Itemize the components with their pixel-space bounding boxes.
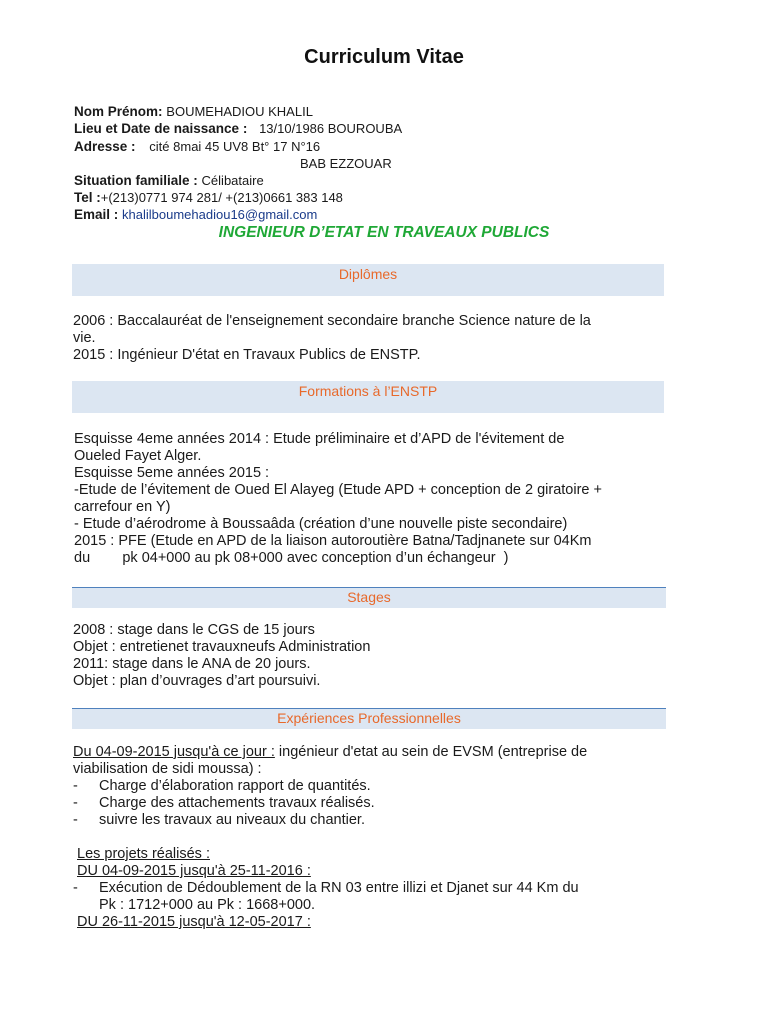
experiences-content <box>73 744 673 931</box>
formations-line: Esquisse 4eme années 2014 : Etude préliminaire et d’APD de l'évitement de <box>74 431 565 447</box>
address-row <box>74 138 320 155</box>
formations-line: Oueled Fayet Alger. <box>74 448 202 464</box>
list-item <box>73 812 673 829</box>
list-item <box>73 795 673 812</box>
email-label: Email : <box>74 207 119 222</box>
list-item-text: Charge des attachements travaux réalisés. <box>99 795 375 811</box>
job-headline: INGENIEUR D’ETAT EN TRAVEAUX PUBLICS <box>218 224 550 241</box>
project-period: DU 26-11-2015 jusqu'à 12-05-2017 : <box>77 914 311 930</box>
name-row <box>74 103 313 120</box>
tel-row <box>74 189 343 206</box>
experience-period-line2: viabilisation de sidi moussa) : <box>73 761 262 777</box>
formations-line: -Etude de l’évitement de Oued El Alayeg (Etude APD + conception de 2 giratoire + <box>74 482 602 498</box>
formations-line: Esquisse 5eme années 2015 : <box>74 465 270 481</box>
list-item-text: suivre les travaux au niveaux du chantier. <box>99 812 365 828</box>
address-line2: BAB EZZOUAR <box>300 156 392 171</box>
experience-period-line <box>73 744 673 761</box>
birth-value: 13/10/1986 BOUROUBA <box>259 121 403 136</box>
projects-label: Les projets réalisés : <box>77 846 210 862</box>
birth-row <box>74 120 402 137</box>
list-item <box>73 778 673 795</box>
stages-line: 2008 : stage dans le CGS de 15 jours <box>73 622 315 638</box>
email-value[interactable]: khalilboumehadiou16@gmail.com <box>122 207 318 222</box>
tel-label: Tel : <box>74 190 101 205</box>
address-line2-row <box>300 155 392 172</box>
dash-bullet-icon: - <box>73 778 78 794</box>
section-header-experiences <box>72 708 666 729</box>
email-row <box>74 206 317 223</box>
formations-line: du pk 04+000 au pk 08+000 avec conception d’un échangeur ) <box>74 550 509 566</box>
spacer <box>73 829 673 846</box>
page-title: Curriculum Vitae <box>304 46 464 68</box>
experience-period-text: ingénieur d'etat au sein de EVSM (entreprise de <box>274 744 588 760</box>
family-label: Situation familiale : <box>74 173 198 188</box>
stages-line: 2011: stage dans le ANA de 20 jours. <box>73 656 311 672</box>
formations-line: 2015 : PFE (Etude en APD de la liaison autoroutière Batna/Tadjnanete sur 04Km <box>74 533 592 549</box>
list-item <box>73 880 673 897</box>
stages-line: Objet : entretienet travauxneufs Administration <box>73 639 371 655</box>
name-value: BOUMEHADIOU KHALIL <box>166 104 313 119</box>
section-title-formations: Formations à l’ENSTP <box>298 383 438 399</box>
address-label: Adresse : <box>74 139 136 154</box>
formations-line: - Etude d’aérodrome à Boussaâda (création d’une nouvelle piste secondaire) <box>74 516 568 532</box>
formations-content <box>74 431 674 567</box>
section-header-stages <box>72 587 666 608</box>
list-item-text: Exécution de Dédoublement de la RN 03 entre illizi et Djanet sur 44 Km du <box>99 880 579 896</box>
stages-line: Objet : plan d’ouvrages d’art poursuivi. <box>73 673 321 689</box>
tel-value: +(213)0771 974 281/ +(213)0661 383 148 <box>100 190 343 205</box>
dash-bullet-icon: - <box>73 880 78 896</box>
section-title-diplomes: Diplômes <box>338 266 398 282</box>
family-row <box>74 172 264 189</box>
family-value: Célibataire <box>201 173 264 188</box>
experience-period-label: Du 04-09-2015 jusqu'à ce jour : <box>73 744 275 760</box>
stages-content <box>73 622 673 690</box>
diplomes-line: 2015 : Ingénieur D'état en Travaux Publics de ENSTP. <box>73 347 421 363</box>
section-header-diplomes <box>72 264 664 296</box>
list-item-text: Charge d’élaboration rapport de quantités. <box>99 778 371 794</box>
formations-line: carrefour en Y) <box>74 499 171 515</box>
address-line1: cité 8mai 45 UV8 Bt° 17 N°16 <box>149 139 321 154</box>
project-period: DU 04-09-2015 jusqu'à 25-11-2016 : <box>77 863 311 879</box>
section-title-experiences: Expériences Professionnelles <box>277 710 461 726</box>
list-item-continuation: Pk : 1712+000 au Pk : 1668+000. <box>99 897 316 913</box>
diplomes-content <box>73 313 673 364</box>
dash-bullet-icon: - <box>73 812 78 828</box>
name-label: Nom Prénom: <box>74 104 163 119</box>
dash-bullet-icon: - <box>73 795 78 811</box>
section-header-formations <box>72 381 664 413</box>
diplomes-line: vie. <box>73 330 96 346</box>
birth-label: Lieu et Date de naissance : <box>74 121 248 136</box>
diplomes-line: 2006 : Baccalauréat de l'enseignement secondaire branche Science nature de la <box>73 313 591 329</box>
section-title-stages: Stages <box>347 589 391 605</box>
